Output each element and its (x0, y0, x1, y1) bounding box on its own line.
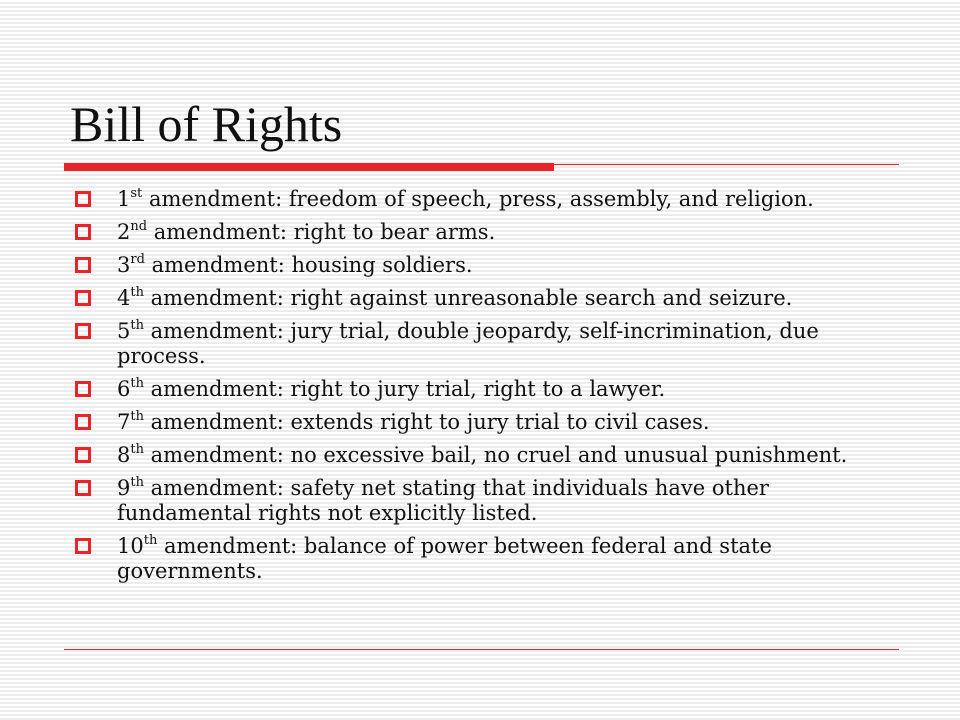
ordinal-suffix: th (130, 376, 144, 391)
amendment-number: 6 (117, 377, 131, 401)
list-item (75, 476, 905, 526)
hollow-square-bullet-icon (75, 447, 91, 463)
title-rule-line (554, 164, 899, 165)
ordinal-suffix: th (130, 409, 144, 424)
ordinal-suffix: st (130, 186, 143, 201)
title-accent-bar (64, 163, 554, 171)
list-item (75, 220, 905, 245)
list-item (75, 534, 905, 584)
hollow-square-bullet-icon (75, 414, 91, 430)
ordinal-suffix: th (143, 533, 158, 548)
hollow-square-bullet-icon (75, 224, 91, 240)
amendment-text: amendment: jury trial, double jeopardy, self-incrimination, due process. (117, 319, 819, 368)
ordinal-suffix: th (130, 442, 144, 457)
ordinal-suffix: rd (130, 252, 145, 267)
hollow-square-bullet-icon (75, 191, 91, 207)
amendment-text: amendment: housing soldiers. (144, 253, 473, 277)
hollow-square-bullet-icon (75, 323, 91, 339)
list-item (75, 187, 905, 212)
hollow-square-bullet-icon (75, 257, 91, 273)
amendment-number: 10 (117, 534, 144, 558)
amendment-text: amendment: right to bear arms. (147, 220, 496, 244)
hollow-square-bullet-icon (75, 538, 91, 554)
amendment-text: amendment: right against unreasonable search and seizure. (143, 286, 793, 310)
amendment-text: amendment: balance of power between federal and state governments. (117, 534, 772, 583)
footer-rule-line (64, 649, 899, 650)
list-item (75, 319, 905, 369)
ordinal-suffix: th (130, 318, 144, 333)
amendment-list (75, 187, 905, 592)
list-item (75, 286, 905, 311)
amendment-number: 1 (117, 187, 131, 211)
slide-title: Bill of Rights (70, 96, 343, 152)
list-item (75, 253, 905, 278)
ordinal-suffix: th (130, 285, 144, 300)
amendment-number: 3 (117, 253, 131, 277)
amendment-text: amendment: freedom of speech, press, assembly, and religion. (142, 187, 814, 211)
list-item (75, 377, 905, 402)
ordinal-suffix: nd (130, 219, 148, 234)
amendment-number: 9 (117, 476, 131, 500)
amendment-text: amendment: no excessive bail, no cruel and unusual punishment. (143, 443, 848, 467)
list-item (75, 410, 905, 435)
amendment-text: amendment: safety net stating that individuals have other fundamental rights not explicitly listed. (117, 476, 769, 525)
hollow-square-bullet-icon (75, 290, 91, 306)
list-item (75, 443, 905, 468)
hollow-square-bullet-icon (75, 381, 91, 397)
ordinal-suffix: th (130, 475, 144, 490)
amendment-number: 5 (117, 319, 131, 343)
amendment-text: amendment: extends right to jury trial to civil cases. (143, 410, 710, 434)
amendment-number: 7 (117, 410, 131, 434)
amendment-number: 8 (117, 443, 131, 467)
amendment-number: 2 (117, 220, 131, 244)
amendment-number: 4 (117, 286, 131, 310)
hollow-square-bullet-icon (75, 480, 91, 496)
amendment-text: amendment: right to jury trial, right to a lawyer. (143, 377, 666, 401)
